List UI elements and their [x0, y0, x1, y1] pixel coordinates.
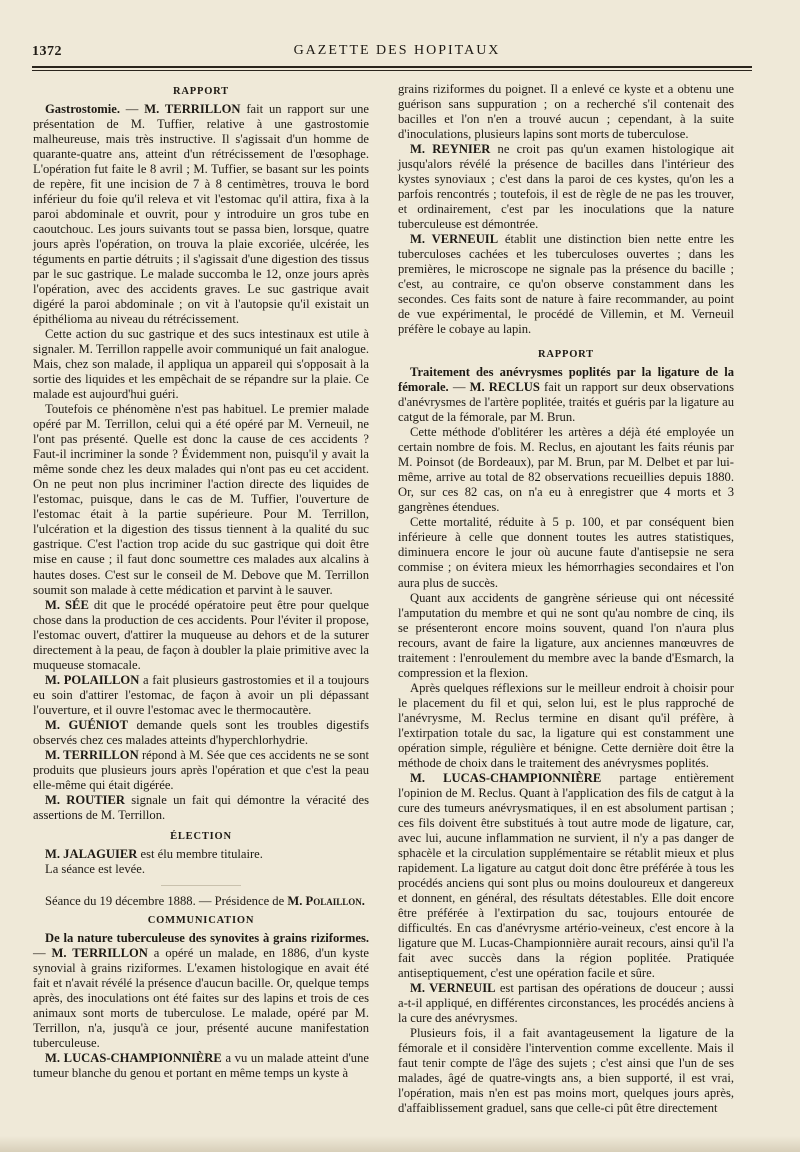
- paragraph-text: a fait plusieurs gastrostomies et il a toujours eu soin d'attirer l'estomac, de façon à avoir un pli dépassant l'ouverture, et il ouvre l'estomac avec le thermocautère.: [33, 672, 369, 717]
- paragraph-text: a opéré un malade, en 1886, d'un kyste synovial à grains riziformes. L'examen histologique en avait été fait et n'avait révélé la présence d'aucun bacille. Or, quelque temps après, des inoculations ont été faites sur des lapins et trois de ces animaux sont morts de tuberculose. Le malade, opéré par M. Terrillon, n'a, jusqu'à ce jour, présenté aucune manifestation tuberculeuse.: [33, 945, 369, 1050]
- paragraph-reynier: [398, 142, 734, 232]
- paragraph-polaillon: [33, 673, 369, 718]
- speaker-name: M. GUÉNIOT: [45, 717, 128, 732]
- paragraph-anevrysmes: [398, 365, 734, 425]
- paragraph: Cette action du suc gastrique et des sucs intestinaux est utile à signaler. M. Terrillon rappelle avoir communiqué un fait analogue. Mais, chez son malade, il appliqua un appareil qui s'opposait à la sortie des liquides et les empêchait de se répandre sur la plaie. Ce malade est aujourd'hui guéri.: [33, 327, 369, 402]
- speaker-name: M. LUCAS-CHAMPIONNIÈRE: [410, 770, 602, 785]
- section-divider: [161, 885, 241, 886]
- speaker-name: M. RECLUS: [469, 380, 540, 395]
- header-rule: [32, 66, 752, 68]
- page-number: 1372: [32, 44, 62, 59]
- seance-date: Séance du 19 décembre 1888. — Présidence de: [45, 893, 288, 908]
- seance-levee: La séance est levée.: [45, 861, 145, 876]
- paragraph-text: signale un fait qui démontre la véracité des assertions de M. Terrillon.: [33, 792, 369, 822]
- paragraph-text: partage entièrement l'opinion de M. Reclus. Quant à l'application des fils de catgut à la cure des tumeurs anévrysmatiques, il en est absolument partisan ; ces fils doivent être substitués à tout autre mode de ligature, car, avec lui, aucune inflammation ne survient, il n'y a pas danger de sphacèle et la circulation supplémentaire se rétablit mieux et plus rapidement. La ligature au catgut doit donc être préférée à tous les procédés anciens qui sont plus ou moins douloureux et dangereux et donnent, en général, des résultats détestables. Elle doit encore être préférée à l'extirpation du sac, toujours entourée de difficultés. En cas d'anévrysme artério-veineux, c'est encore à la ligature que M. Lucas-Championnière aurait recours, ainsi qu'il l'a fait avec succès dans la région poplitée. Pratiquée antiseptiquement, c'est une opération facile et sûre.: [398, 770, 734, 980]
- paragraph-text: est partisan des opérations de douceur ; aussi a-t-il appliqué, en différentes circonstances, les procédés anciens à la cure des anévrysmes.: [398, 980, 734, 1025]
- paragraph-text: est élu membre titulaire.: [137, 846, 263, 861]
- paragraph-text: fait un rapport sur deux observations d'anévrysmes de l'artère poplitée, traités et guéris par la ligature au catgut de la fémorale, par M. Brun.: [398, 380, 735, 425]
- speaker-name: M. POLAILLON: [45, 672, 140, 687]
- speaker-name: M. LUCAS-CHAMPIONNIÈRE: [45, 1050, 222, 1065]
- paragraph: Cette mortalité, réduite à 5 p. 100, et par conséquent bien inférieure à celle que donnent toutes les autres statistiques, diminuera encore le jour où aucune faute d'antisepsie ne sera commise ; on évitera mieux les hémorrhagies secondaires et l'on aura plus de succès.: [398, 515, 734, 590]
- paragraph: Après quelques réflexions sur le meilleur endroit à choisir pour le placement du fil et qui, selon lui, est le plus rapproché de l'anévrysme, M. Reclus termine en disant qu'il préfère, à l'extirpation totale du sac, la ligature qui est constamment une opération simple, régulière et bénigne. Cette dernière doit être la méthode de choix dans le traitement des anévrysmes poplités.: [398, 680, 734, 770]
- paragraph: Toutefois ce phénomène n'est pas habituel. Le premier malade opéré par M. Terrillon, celui qui a été opéré par M. Verneuil, ne l'ont pas présenté. Quelle est donc la cause de ces accidents ? Faut-il incriminer la sonde ? Évidemment non, puisqu'il y avait la même sonde chez les deux malades qui n'ont pas eu cet accident. On ne peut non plus incriminer l'action directe des liquides de l'estomac, puisque, dans le cas de M. Tuffier, l'ouverture de l'estomac était à la partie supérieure. Pour M. Terrillon, l'ulcération et la digestion des tissus tiennent à la qualité du suc gastrique. C'est l'action trop acide du suc gastrique qui doit être mise en cause ; il faut donc soumettre ces malades aux alcalins à hautes doses. C'est sur le conseil de M. Debove que M. Terrillon soumit son malade à cette médication et parvint à le sauver.: [33, 402, 369, 597]
- page-edge-shade: [0, 1136, 800, 1152]
- page-header: [32, 40, 762, 62]
- paragraph-lucas: [398, 771, 734, 981]
- paragraph: Plusieurs fois, il a fait avantageusement la ligature de la fémorale et il considère l'intervention comme excellente. Mais il faut tenir compte de l'âge des sujets ; c'est ainsi que l'un de ses malades, âgé de quatre-vingts ans, a bien supporté, il est vrai, l'opération, mais n'en est pas moins mort, quelques jours après, d'affaiblissement graduel, sans que celle-ci pût être directement: [398, 1025, 734, 1116]
- journal-title: GAZETTE DES HOPITAUX: [293, 43, 501, 58]
- speaker-name: M. VERNEUIL: [410, 980, 496, 995]
- speaker-name: M. TERRILLON: [144, 102, 241, 117]
- paragraph-text: répond à M. Sée que ces accidents ne se sont produits que plusieurs jours après l'opération et que c'est la peau elle-même qui était digérée.: [33, 747, 369, 792]
- left-column: [33, 82, 369, 1081]
- paragraph-jalaguier: [33, 847, 369, 862]
- speaker-name: M. REYNIER: [410, 142, 491, 157]
- speaker-name: M. JALAGUIER: [45, 846, 138, 861]
- header-rule-thin: [32, 70, 752, 71]
- paragraph-routier: [33, 793, 369, 823]
- paragraph-text: demande quels sont les troubles digestifs observés chez ces malades atteints d'hyperchlorhydrie.: [33, 717, 369, 747]
- paragraph-text: établit une distinction bien nette entre les tuberculoses cachées et les tuberculoses ouvertes ; dans les premières, le microscope ne signale pas la présence du bacille ; c'est, au contraire, ce qu'on observe constamment dans les secondes. Ces faits sont de nature à faire recommander, au point de vue expérimental, le procédé de Villemin, et M. Verneuil préfère le cobaye au lapin.: [398, 232, 734, 337]
- paragraph-text: fait un rapport sur une présentation de M. Tuffier, relative à une gastrostomie malheureuse, mais très instructive. Il s'agissait d'un homme de quarante-quatre ans, atteint d'un rétrécissement de l'œsophage. L'opération fut faite le 8 avril ; M. Tuffier, se basant sur les points de repère, fit une incision de 7 à 8 centimètres, trouva le bord inférieur du foie qu'il releva et vit l'estomac qu'il attira, fixa à la paroi abdominale et ouvrit, pour y introduire un gros tube en caoutchouc. Les jours suivants tout se passa bien, lorsque, quatre jours après l'opération, on trouva la plaie excoriée, ulcérée, les téguments en partie détruits ; il s'agissait d'une digestion des tissus par le suc gastrique. Le malade succomba le 12, onze jours après l'opération, avec des accidents graves. Le suc gastrique avait digéré la paroi abdominale ; on vit à l'autopsie qu'il existait un épithélioma au niveau du rétrécissement.: [33, 102, 370, 327]
- paragraph-terrillon: [33, 748, 369, 793]
- paragraph-text: ne croit pas qu'un examen histologique ait jusqu'alors révélé la présence de bacilles dans l'intérieur des kystes synoviaux ; c'est dans la paroi de ces kystes, qu'on les a parfois rencontrés ; toutefois, il est de règle de ne pas les trouver, et ordinairement, c'est par les inoculations que la nature tuberculeuse est démontrée.: [398, 142, 735, 232]
- section-heading-election: ÉLECTION: [170, 830, 232, 842]
- paragraph-verneuil: [398, 232, 734, 337]
- article-title: Gastrostomie.: [45, 102, 120, 117]
- speaker-name: M. VERNEUIL: [410, 232, 499, 247]
- section-heading-rapport: RAPPORT: [173, 86, 229, 97]
- paragraph-text: a vu un malade atteint d'une tumeur blanche du genou et portant en même temps un kyste à: [33, 1050, 369, 1080]
- speaker-name: M. TERRILLON: [51, 945, 148, 960]
- dash: —: [119, 102, 145, 117]
- paragraph-verneuil: [398, 981, 734, 1026]
- seance-date-line: [33, 894, 369, 909]
- president-name: M. Polaillon.: [287, 893, 365, 908]
- paragraph-gueniot: [33, 718, 369, 748]
- article-title: Traitement des anévrysmes poplités par la ligature de la fémorale.: [398, 365, 734, 395]
- right-column: [398, 82, 734, 1116]
- paragraph-lucas: [33, 1051, 369, 1081]
- article-title: De la nature tuberculeuse des synovites à grains riziformes.: [45, 930, 369, 945]
- paragraph-communication: [33, 931, 369, 1051]
- paragraph: Quant aux accidents de gangrène sérieuse qui ont nécessité l'amputation du membre et qui ne sont qu'au nombre de cinq, ils se présenteront encore moins souvent, quand l'on n'aura plus recours, avant de faire la ligature, aux anciennes manœuvres de traitement : l'enroulement du membre avec la bande d'Esmarch, la compression et la flexion.: [398, 590, 734, 680]
- dash: —: [448, 380, 470, 395]
- paragraph: Cette méthode d'oblitérer les artères a déjà été employée un certain nombre de fois. M. Reclus, en ajoutant les faits réunis par M. Poinsot (de Bordeaux), par M. Brun, par M. Delbet et par lui-même, arrive au total de 82 observations recueillies depuis 1880. Or, sur ces 82 cas, on n'a eu à enregistrer que 4 morts et 3 gangrènes étendues.: [398, 425, 734, 515]
- paragraph-see: [33, 598, 369, 673]
- paragraph-text: dit que le procédé opératoire peut être pour quelque chose dans la production de ces accidents. Pour l'éviter il propose, l'estomac ouvert, d'attirer la muqueuse au dehors et de la suturer directement à la peau, de façon à doubler la plaie primitive avec la muqueuse stomacale.: [33, 597, 369, 672]
- section-heading-rapport: RAPPORT: [538, 349, 594, 361]
- speaker-name: M. SÉE: [45, 597, 89, 612]
- section-heading-communication: COMMUNICATION: [147, 914, 255, 926]
- speaker-name: M. TERRILLON: [45, 747, 139, 762]
- paragraph-gastrostomie: [33, 102, 369, 327]
- dash: —: [33, 945, 52, 960]
- speaker-name: M. ROUTIER: [45, 792, 126, 807]
- paragraph-continued: grains riziformes du poignet. Il a enlevé ce kyste et a obtenu une guérison sans suppuration ; on a recherché s'il contenait des bacilles et l'on n'en a trouvé aucun ; cependant, à la suite d'inoculations, plusieurs lapins sont morts de tuberculose.: [398, 82, 734, 142]
